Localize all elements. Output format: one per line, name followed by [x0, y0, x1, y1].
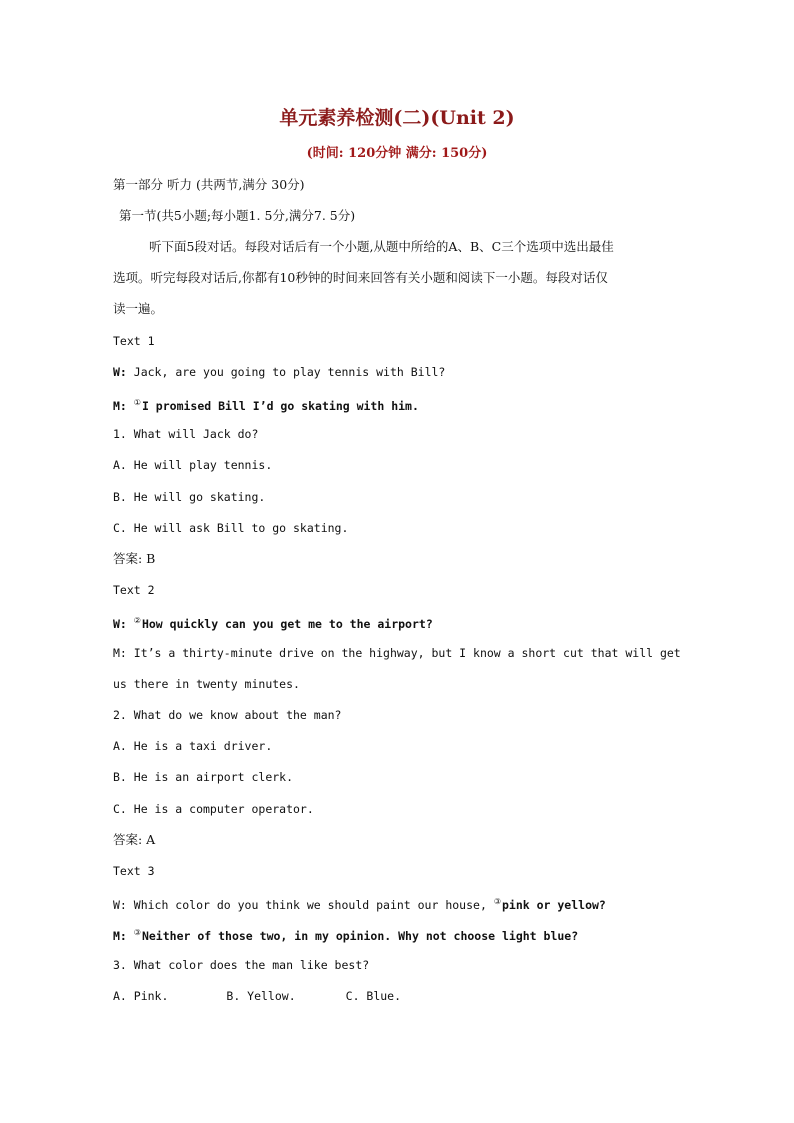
- instruction-line-2: 选项。听完每段对话后,你都有10秒钟的时间来回答有关小题和阅读下一小题。每段对话仅: [113, 270, 608, 285]
- note-marker: ②: [133, 616, 141, 625]
- question-1: 1. What will Jack do?: [113, 427, 259, 441]
- text2-woman-line: [113, 611, 433, 634]
- q1-option-c: C. He will ask Bill to go skating.: [113, 521, 349, 535]
- note-marker: ③: [493, 897, 501, 906]
- q2-answer: 答案: A: [113, 832, 156, 847]
- part-heading: 第一部分 听力 (共两节,满分 30分): [113, 177, 305, 192]
- question-2: 2. What do we know about the man?: [113, 708, 342, 722]
- question-3: 3. What color does the man like best?: [113, 958, 370, 972]
- text1-heading: Text 1: [113, 334, 155, 348]
- text2-man-line-1: M: It’s a thirty-minute drive on the highway, but I know a short cut that will get: [113, 646, 681, 660]
- q2-option-a: A. He is a taxi driver.: [113, 739, 273, 753]
- key-sentence: pink or yellow?: [501, 898, 606, 912]
- note-marker: ①: [133, 398, 141, 407]
- q1-option-b: B. He will go skating.: [113, 490, 266, 504]
- key-sentence: Neither of those two, in my opinion. Why not choose light blue?: [141, 929, 579, 943]
- speaker-w: W:: [113, 617, 134, 631]
- page-subtitle: (时间: 120分钟 满分: 150分): [306, 146, 488, 161]
- q1-option-a: A. He will play tennis.: [113, 458, 273, 472]
- key-sentence: How quickly can you get me to the airport?: [141, 617, 433, 631]
- text3-woman-line: [113, 892, 606, 915]
- text2-heading: Text 2: [113, 583, 155, 597]
- q2-option-b: B. He is an airport clerk.: [113, 770, 294, 784]
- text2-man-line-2: us there in twenty minutes.: [113, 677, 300, 691]
- q1-answer: 答案: B: [113, 551, 156, 566]
- q3-option-a: A. Pink.: [113, 989, 169, 1003]
- q3-option-c: C. Blue.: [345, 989, 402, 1003]
- dialogue-text: Jack, are you going to play tennis with Bill?: [133, 365, 446, 379]
- instruction-line-3: 读一遍。: [113, 301, 164, 316]
- dialogue-text: W: Which color do you think we should paint our house,: [113, 898, 494, 912]
- q2-option-c: C. He is a computer operator.: [113, 802, 314, 816]
- section-heading: 第一节(共5小题;每小题1. 5分,满分7. 5分): [119, 208, 356, 223]
- instruction-line-1: 听下面5段对话。每段对话后有一个小题,从题中所给的A、B、C三个选项中选出最佳: [149, 239, 614, 254]
- text3-man-line: [113, 923, 578, 946]
- text1-man-line: [113, 393, 419, 416]
- speaker-m: M:: [113, 399, 134, 413]
- note-marker: ③: [133, 928, 141, 937]
- speaker-m: M:: [113, 929, 134, 943]
- text3-heading: Text 3: [113, 864, 155, 878]
- key-sentence: I promised Bill I’d go skating with him.: [141, 399, 419, 413]
- q3-options: [113, 986, 401, 1006]
- page-title: 单元素养检测(二)(Unit 2): [279, 107, 515, 129]
- speaker-w: W:: [113, 365, 134, 379]
- q3-option-b: B. Yellow.: [226, 989, 296, 1003]
- text1-woman-line: [113, 362, 445, 382]
